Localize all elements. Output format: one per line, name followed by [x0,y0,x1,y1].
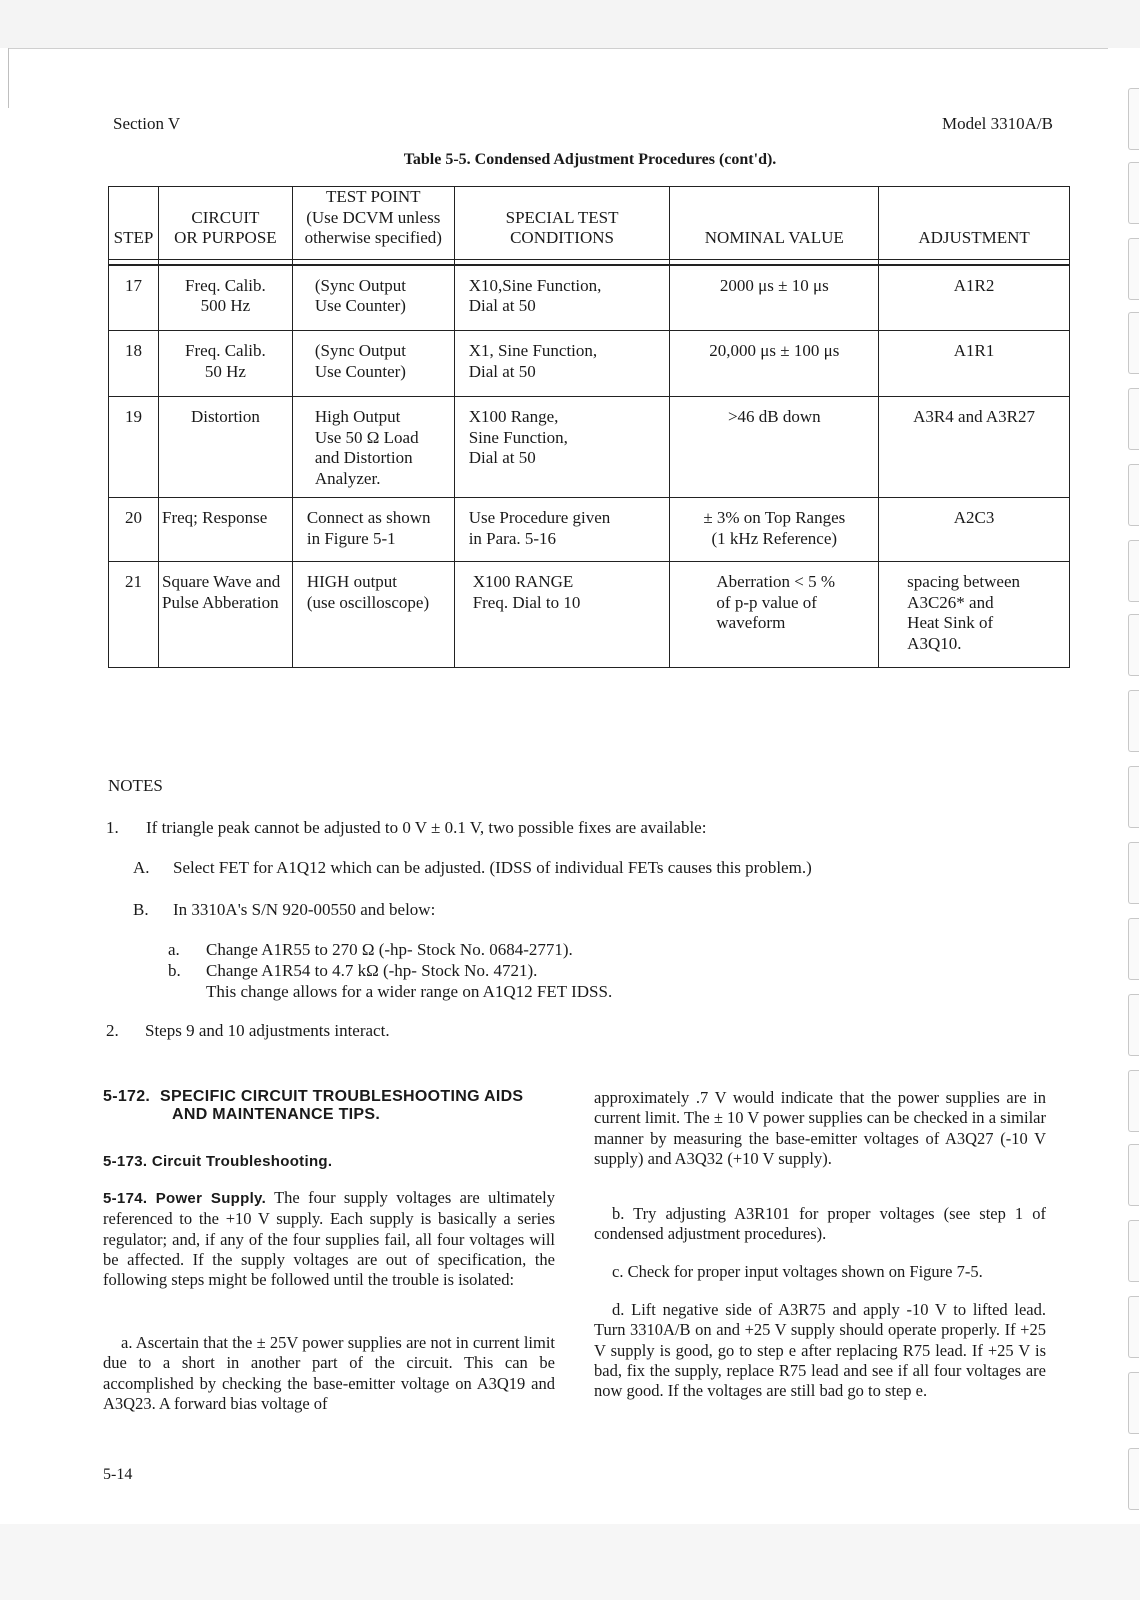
binder-tab [1128,388,1139,450]
header-test-point: TEST POINT (Use DCVM unless otherwise specified) [292,187,454,260]
table-row [109,498,1070,562]
cell-nominal-value: 2000 μs ± 10 μs [670,265,879,331]
note-a-text: Select FET for A1Q12 which can be adjusted. (IDSS of individual FETs causes this problem.) [173,858,812,877]
header-nominal-value: NOMINAL VALUE [670,187,879,260]
binder-tab [1128,994,1139,1056]
binder-tab [1128,918,1139,980]
cell-nominal-value: ± 3% on Top Ranges (1 kHz Reference) [670,498,879,562]
note-b-label: B. [133,900,149,919]
binder-tab [1128,1372,1139,1434]
binder-tab [1128,1448,1139,1510]
cell-nominal-value: 20,000 μs ± 100 μs [670,331,879,397]
cell-circuit: Square Wave and Pulse Abberation [158,562,292,668]
heading-5-172-number: 5-172. [103,1088,151,1105]
header-adjustment: ADJUSTMENT [879,187,1070,260]
header-special-conditions: SPECIAL TEST CONDITIONS [454,187,670,260]
note-sub-a-label: a. [168,940,180,959]
cell-adjustment: A2C3 [879,498,1070,562]
note-1-text: If triangle peak cannot be adjusted to 0 V ± 0.1 V, two possible fixes are available: [146,818,707,837]
cell-test-point: Connect as shown in Figure 5-1 [292,498,454,562]
cell-special-conditions: X1, Sine Function, Dial at 50 [454,331,670,397]
notes-title: NOTES [108,776,163,795]
cell-step: 19 [109,397,159,498]
note-sub-b-text-2: This change allows for a wider range on A1Q12 FET IDSS. [206,982,613,1001]
cell-step: 20 [109,498,159,562]
cell-nominal-value: Aberration < 5 % of p-p value of waveform [670,562,879,668]
table-caption: Table 5-5. Condensed Adjustment Procedures (cont'd). [403,151,777,168]
cell-adjustment: A3R4 and A3R27 [879,397,1070,498]
binder-tab [1128,690,1139,752]
note-b-text: In 3310A's S/N 920-00550 and below: [173,900,436,919]
adjustment-table [108,186,1070,668]
cell-step: 17 [109,265,159,331]
para-5-174: 5-174. Power Supply. The four supply voltages are ultimately referenced to the +10 V supply. Each supply is basically a series regulator; and, if any of the four supplies fail, all four voltages will be affected. If the supply voltages are out of specification, the following steps might be followed until the trouble is isolated: [103,1188,555,1290]
heading-5-173: 5-173. Circuit Troubleshooting. [103,1153,333,1170]
cell-circuit: Freq; Response [158,498,292,562]
page-number: 5-14 [103,1466,133,1483]
binder-tab [1128,1296,1139,1358]
binder-tab [1128,162,1139,224]
table-row [109,397,1070,498]
cell-nominal-value: >46 dB down [670,397,879,498]
cell-special-conditions: Use Procedure given in Para. 5-16 [454,498,670,562]
note-2-number: 2. [106,1021,119,1040]
para-step-b: b. Try adjusting A3R101 for proper voltages (see step 1 of condensed adjustment procedures). [594,1204,1046,1244]
cell-circuit: Distortion [158,397,292,498]
table-header-row [109,187,1070,260]
scan-edge-line [8,48,1108,49]
cell-adjustment: A1R2 [879,265,1070,331]
para-step-d: d. Lift negative side of A3R75 and apply -10 V to lifted lead. Turn 3310A/B on and +25 V supply should operate properly. If +25 V supply is good, go to step e after replacing R75 lead. If +25 V is bad, fix the supply, replace R75 lead and see if all four voltages are now good. If the voltages are still bad go to step e. [594,1300,1046,1401]
cell-special-conditions: X10,Sine Function, Dial at 50 [454,265,670,331]
para-step-a: a. Ascertain that the ± 25V power supplies are not in current limit due to a short in another part of the circuit. This can be accomplished by checking the base-emitter voltage on A3Q19 and A3Q23. A forward bias voltage of [103,1333,555,1413]
cell-test-point: HIGH output (use oscilloscope) [292,562,454,668]
binder-tab [1128,464,1139,526]
cell-special-conditions: X100 RANGE Freq. Dial to 10 [454,562,670,668]
scan-top-margin [0,0,1140,48]
note-sub-b-label: b. [168,961,181,980]
binder-tab [1128,614,1139,676]
scan-edge-line-left [8,48,9,108]
note-a-label: A. [133,858,150,877]
table-row [109,562,1070,668]
cell-step: 18 [109,331,159,397]
para-step-c: c. Check for proper input voltages shown on Figure 7-5. [612,1262,983,1281]
cell-test-point: High Output Use 50 Ω Load and Distortion Analyzer. [292,397,454,498]
section-label: Section V [113,114,181,133]
model-label: Model 3310A/B [942,114,1053,133]
table-row [109,331,1070,397]
binder-tab [1128,842,1139,904]
cell-circuit: Freq. Calib. 50 Hz [158,331,292,397]
binder-tab [1128,88,1139,150]
binder-tab [1128,766,1139,828]
note-1-number: 1. [106,818,119,837]
header-circuit: CIRCUIT OR PURPOSE [158,187,292,260]
note-sub-a-text: Change A1R55 to 270 Ω (-hp- Stock No. 0684-2771). [206,940,573,959]
cell-circuit: Freq. Calib. 500 Hz [158,265,292,331]
binder-tab [1128,540,1139,602]
binder-tab [1128,1070,1139,1132]
binder-tab [1128,1144,1139,1206]
cell-adjustment: spacing between A3C26* and Heat Sink of A3Q10. [879,562,1070,668]
heading-5-172: SPECIFIC CIRCUIT TROUBLESHOOTING AIDS AND MAINTENANCE TIPS. [160,1088,524,1123]
cell-special-conditions: X100 Range, Sine Function, Dial at 50 [454,397,670,498]
note-sub-b-text: Change A1R54 to 4.7 kΩ (-hp- Stock No. 4721). [206,961,538,980]
scan-bottom-margin [0,1524,1140,1600]
note-2-text: Steps 9 and 10 adjustments interact. [145,1021,390,1040]
binder-tab [1128,238,1139,300]
binder-tab [1128,312,1139,374]
cell-test-point: (Sync Output Use Counter) [292,331,454,397]
binder-tab [1128,1220,1139,1282]
cell-test-point: (Sync Output Use Counter) [292,265,454,331]
para-continued: approximately .7 V would indicate that the power supplies are in current limit. The ± 10 V power supplies can be checked in a similar manner by measuring the base-emitter voltages of A3Q27 (-10 V supply) and A3Q32 (+10 V supply). [594,1088,1046,1168]
cell-adjustment: A1R1 [879,331,1070,397]
table-row [109,265,1070,331]
header-step: STEP [109,187,159,260]
cell-step: 21 [109,562,159,668]
